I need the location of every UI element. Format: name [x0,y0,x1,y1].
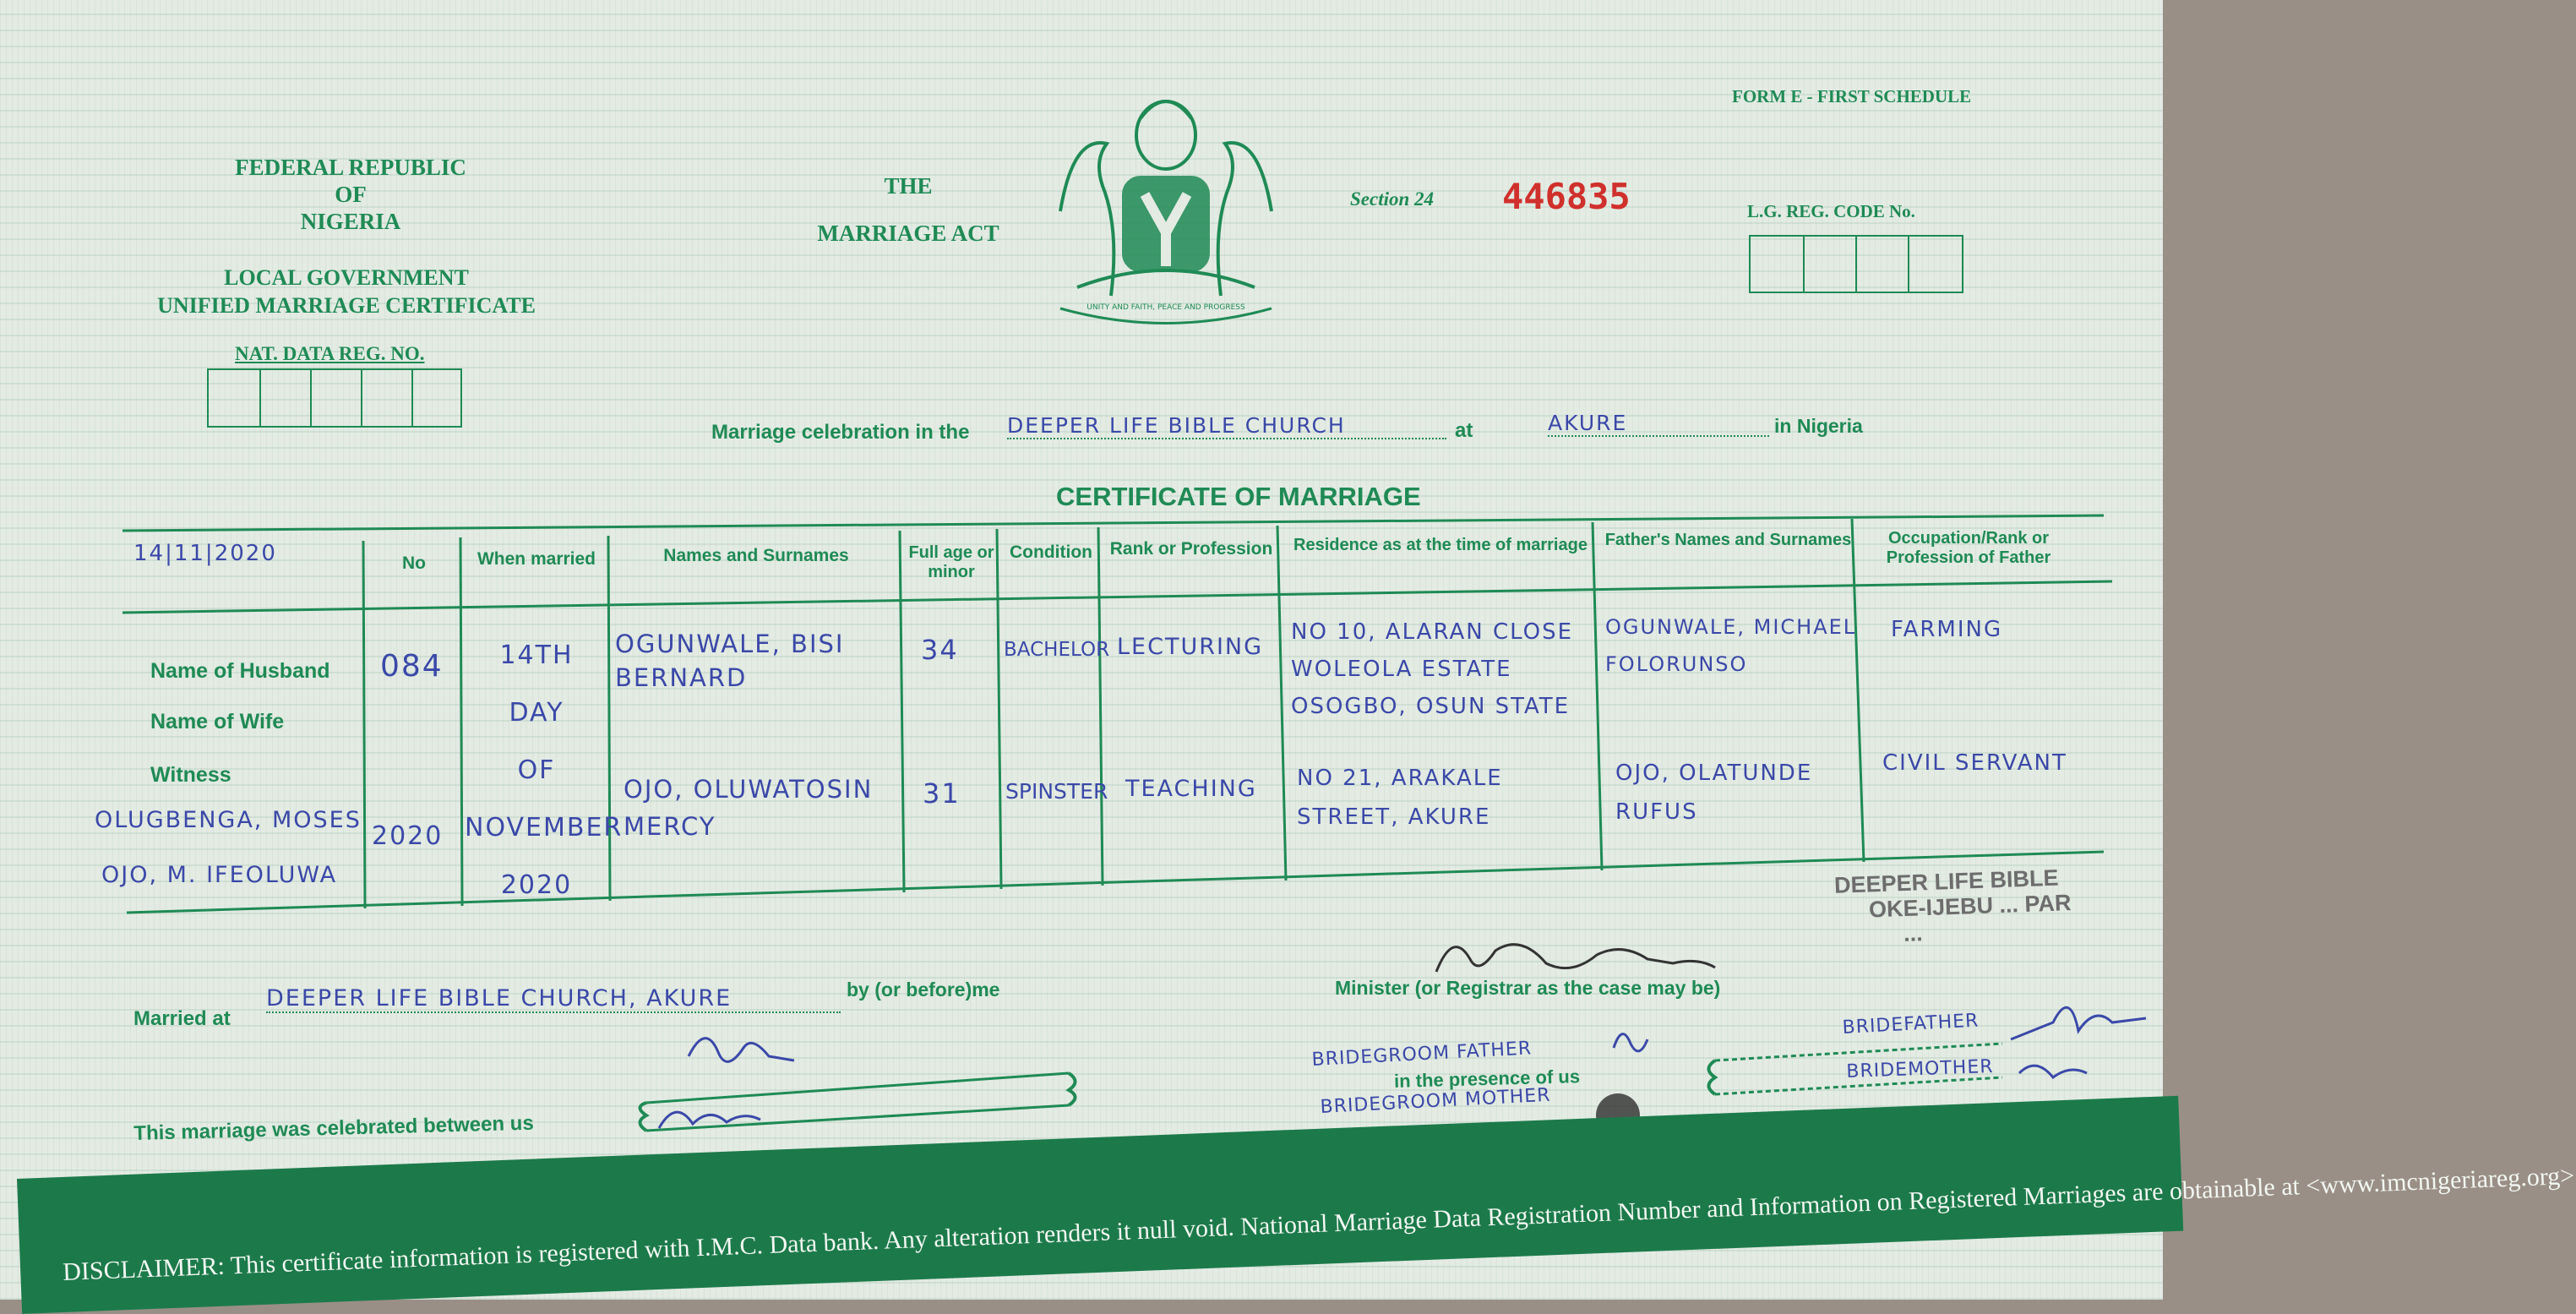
act-line-2: MARRIAGE ACT [817,221,999,246]
husband-condition: BACHELOR [1004,639,1110,661]
stamp-line-2: OKE-IJEBU ... PAR [1868,890,2072,923]
couple-signature-bracket [625,1022,1098,1149]
presence-label: in the presence of us [1393,1066,1581,1092]
when-married-3: OF [517,755,556,785]
header-residence: Residence as at the time of marriage [1293,536,1588,554]
header-father-occupation: Occupation/Rank or Profession of Father [1886,529,2051,567]
header-no: No [402,553,426,573]
act-line-1: THE [884,173,933,199]
celebration-at: at [1455,419,1473,442]
entry-number: 084 [380,649,444,684]
lg-reg-code-label: L.G. REG. CODE No. [1747,201,1915,221]
celebration-town: AKURE [1548,411,1769,437]
celebration-prefix: Marriage celebration in the [711,421,970,444]
husband-residence [1291,613,1573,725]
wife-name [624,771,873,845]
husband-residence-line-3: OSOGBO, OSUN STATE [1291,694,1571,719]
married-at-label: Married at [133,1007,231,1030]
when-married-4: NOVEMBER [465,813,624,842]
wife-age: 31 [923,777,961,810]
church-stamp [1834,864,2073,949]
wife-residence-line-2: STREET, AKURE [1297,804,1491,830]
husband-profession: LECTURING [1117,634,1264,660]
row-label-witness: Witness [150,763,231,787]
witness-2: OJO, M. IFEOLUWA [101,862,338,888]
bridegroom-mother-label: BRIDEGROOM MOTHER [1320,1084,1552,1118]
husband-residence-line-1: NO 10, ALARAN CLOSE [1291,619,1574,645]
certificate-title: CERTIFICATE OF MARRIAGE [1056,482,1421,511]
stamp-line-3: ... [1903,920,1924,947]
husband-father-line-2: FOLORUNSO [1605,652,1748,676]
row-label-husband: Name of Husband [150,659,330,683]
when-married-value [465,627,624,914]
wife-father-line-2: RUFUS [1615,799,1698,825]
when-married-5: 2020 [500,870,573,900]
entry-year: 2020 [372,821,444,851]
header-condition: Condition [1010,543,1092,562]
cert-type-line-1: LOCAL GOVERNMENT [224,265,469,290]
husband-age: 34 [921,634,959,666]
bride-mother-label: BRIDEMOTHER [1846,1055,1994,1082]
bride-father-label: BRIDEFATHER [1842,1010,1980,1039]
husband-name-line-2: BERNARD [615,663,748,692]
row-label-wife: Name of Wife [150,710,285,733]
wife-profession: TEACHING [1125,776,1257,802]
form-label: FORM E - FIRST SCHEDULE [1732,86,1972,106]
when-married-1: 14TH [499,641,574,670]
country-line-1: FEDERAL REPUBLIC [235,155,466,180]
country-line-3: NIGERIA [300,209,401,234]
minister-label: Minister (or Registrar as the case may be) [1335,977,1721,999]
country-line-2: OF [335,182,367,207]
wife-residence-line-1: NO 21, ARAKALE [1297,766,1503,791]
coat-motto: UNITY AND FAITH, PEACE AND PROGRESS [1086,303,1245,312]
witness-1: OLUGBENGA, MOSES [95,807,362,833]
header-when-married: When married [477,549,596,569]
wife-father [1615,754,1812,831]
section-label: Section 24 [1350,188,1435,210]
husband-father [1605,608,1856,683]
husband-father-occupation: FARMING [1891,617,2003,642]
wife-name-line-1: OJO, OLUWATOSIN [624,775,874,804]
wife-father-occupation: CIVIL SERVANT [1882,750,2067,776]
bridegroom-father-label: BRIDEGROOM FATHER [1311,1038,1533,1071]
header-father-name: Father's Names and Surnames [1604,531,1852,549]
celebration-suffix: in Nigeria [1774,415,1863,437]
husband-name [615,627,844,695]
wife-father-line-1: OJO, OLATUNDE [1615,761,1813,786]
serial-number: 446835 [1502,176,1631,217]
married-at-place: DEEPER LIFE BIBLE CHURCH, AKURE [266,985,841,1013]
wife-name-line-2: MERCY [624,812,716,841]
when-married-2: DAY [509,698,564,728]
header-profession: Rank or Profession [1109,539,1273,559]
disclaimer-text: DISCLAIMER: This certificate information is registered with I.M.C. Data bank. Any alteration renders it null void. National Marriage Data Registration Number and Information on Registered Marriages are obtainable at <www.imcnigeriareg.org> [62,1161,2575,1286]
husband-name-line-1: OGUNWALE, BISI [615,630,845,658]
husband-father-line-1: OGUNWALE, MICHAEL [1605,615,1857,639]
husband-residence-line-2: WOLEOLA ESTATE [1291,657,1512,682]
stamp-line-1: DEEPER LIFE BIBLE [1833,864,2059,898]
marriage-date: 14|11|2020 [133,541,277,566]
wife-residence [1297,759,1503,837]
celebrated-between-label: This marriage was celebrated between us [133,1111,535,1145]
header-names: Names and Surnames [663,546,849,565]
header-age: Full age or minor [908,543,994,581]
nat-data-reg-label: NAT. DATA REG. NO. [235,343,425,364]
celebration-place: DEEPER LIFE BIBLE CHURCH [1007,413,1446,439]
married-at-suffix: by (or before)me [847,979,1000,1000]
cert-type-line-2: UNIFIED MARRIAGE CERTIFICATE [157,293,536,318]
wife-condition: SPINSTER [1005,779,1108,804]
